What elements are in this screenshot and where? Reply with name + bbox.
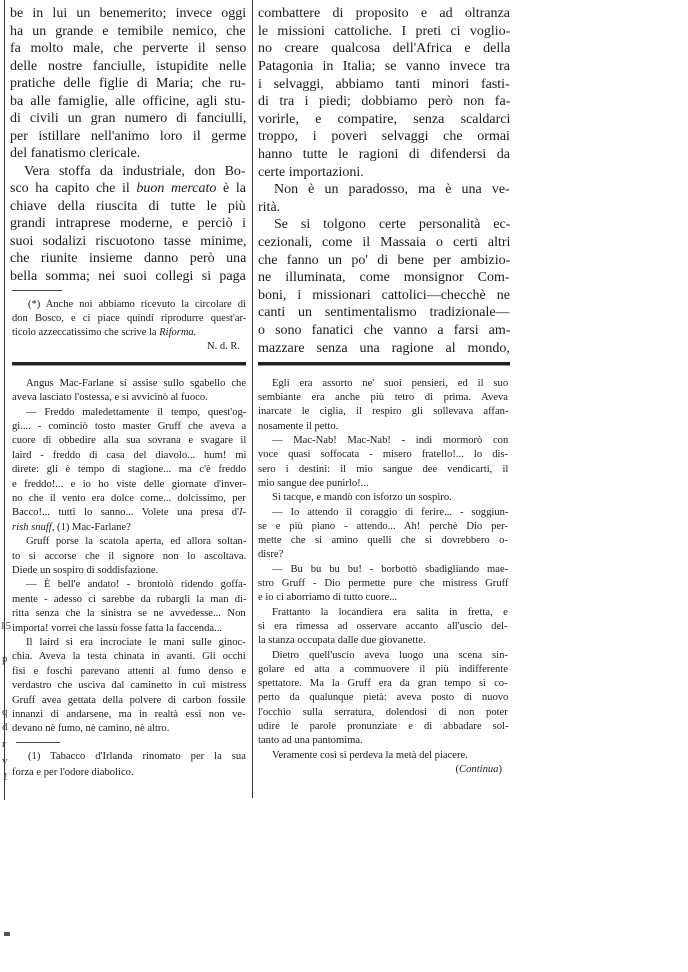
text-segment: è la: [216, 181, 246, 197]
text-line: no creare qualcosa dell'Africa e della: [258, 41, 511, 57]
italic-text: buon mercato: [136, 181, 217, 197]
margin-fragment: !: [4, 771, 8, 783]
text-segment: (1) Mac-Farlane?: [54, 521, 131, 533]
text-line: di civili un gran numero di fanciulli,: [10, 111, 247, 127]
text-line: certe importazioni.: [258, 164, 364, 180]
text-line: combattere di proposito e ad oltranza: [258, 6, 510, 22]
text-line: Diede un sospiro di soddisfazione.: [12, 565, 159, 576]
text-line: importa! vorrei che lassù fosse fatta la faccenda...: [12, 622, 223, 634]
italic-text: I-: [239, 507, 247, 519]
text-line: Non è un paradosso, ma è una ve-: [274, 182, 510, 198]
text-line: delle nostre fanciulle, istupidite nelle: [10, 58, 247, 74]
italic-text: Riforma.: [159, 327, 197, 338]
text-line: Gruff avea gettata della polvere di carbon fossile: [12, 694, 246, 706]
text-line: Veramente così si perdeva la metà del piacere.: [272, 749, 468, 761]
text-line: le missioni cattoliche. I preti ci voglio-: [258, 23, 511, 39]
text-line: Il laird si era incrociate le mani sulle ginoc-: [26, 637, 246, 648]
margin-fragment: r: [2, 738, 6, 750]
text-line: pratiche delle figlie di Maria; che ru-: [10, 76, 246, 92]
text-line: fisi e foschi parevano attenti al fumo denso e: [12, 665, 247, 677]
margin-fragment: p: [2, 653, 8, 665]
text-line: golare ed atta a commuovere il più indifferente: [258, 663, 508, 675]
text-line: canti un sentimentalismo tradizionale—: [258, 305, 510, 321]
text-line: si era rimessa ad osservare accanto all'uscio del-: [258, 620, 508, 632]
section-rule-right: [258, 362, 510, 366]
text-line: Frattanto la locandiera era salita in fretta, e: [272, 606, 508, 618]
margin-fragment: d: [2, 721, 8, 733]
margin-fragment: v: [2, 755, 8, 767]
text-line: cuore di obbedire alla sua sovrana e svagare il: [12, 435, 247, 447]
margin-fragment: q: [2, 706, 8, 718]
text-line: voce quasi soffocata - misero fratello!... lo dis-: [258, 449, 509, 461]
text-line: [10, 180, 246, 198]
text-line: direte: gli è tempo di stagione... ma c'è freddo: [12, 464, 247, 476]
text-line: tanto ad una pantomima.: [258, 735, 363, 747]
text-line: — Mac-Nab! Mac-Nab! - indi mormorò con: [272, 435, 509, 447]
text-line: e io ci aborriamo di tutto cuore...: [258, 592, 398, 604]
text-line: laird - freddo di casa del diavolo... hum! mi: [12, 449, 247, 461]
text-line: Se si tolgono certe personalità ec-: [274, 217, 511, 233]
text-line: [12, 521, 131, 535]
text-segment: (: [455, 763, 460, 775]
text-line: inarcate le ciglia, il respiro gli sollevava affan-: [258, 406, 509, 418]
text-line: [258, 763, 502, 777]
text-line: rità.: [258, 199, 281, 215]
text-line: [12, 326, 196, 340]
text-line: nosamente il petto.: [258, 420, 339, 432]
text-line: sero i destini: il mio sangue dee vendicarti, il: [258, 463, 509, 475]
text-line: disre?: [258, 549, 284, 561]
print-speck: [4, 932, 10, 936]
text-line: troppo, i poveri selvaggi che ormai: [258, 129, 510, 145]
text-line: Patagonia in Italia; se vanno invece tra: [258, 59, 510, 74]
text-line: ne illuminata, come monsignor Com-: [258, 270, 510, 286]
text-line: hanno tutte le ragioni di difendersi da: [258, 147, 510, 162]
footnote-separator: [12, 290, 62, 291]
text-line: Egli era assorto ne' suoi pensieri, ed il suo: [272, 377, 509, 389]
text-line: la stanza occupata dalle due giovanette.: [258, 635, 426, 647]
text-line: Angus Mac-Farlane si assise sullo sgabello che: [26, 377, 247, 389]
text-line: di tra i piedi; dobbiamo però non fa-: [258, 94, 511, 110]
text-line: e freddo!... e io ho viste delle giornate d'inver-: [12, 478, 247, 490]
text-line: che fanno un po' di bene per ambizio-: [258, 252, 511, 268]
text-segment: ticolo azzeccatissimo che scrive la: [12, 327, 160, 338]
text-line: fa molto male, che perverte il senso: [10, 41, 247, 57]
text-line: grandi intraprese moderne, e perciò i: [10, 216, 247, 232]
text-line: i selvaggi, abbiamo tanti minori fasti-: [258, 76, 510, 92]
text-line: che riunite insieme danno però una: [10, 251, 247, 267]
column-divider-rule: [252, 0, 253, 798]
text-line: (1) Tabacco d'Irlanda rinomato per la sua: [28, 751, 246, 762]
text-line: del fanatismo clericale.: [10, 146, 141, 162]
text-line: Vera stoffa da industriale, don Bo-: [24, 163, 246, 179]
text-line: ritta senza che la sinistra se ne avvedesse... Non: [12, 608, 246, 620]
text-line: N. d. R.: [207, 341, 240, 352]
margin-fragment: 15: [0, 620, 11, 632]
text-line: l'occhio sulla serratura, dolendosi di non poter: [258, 706, 508, 718]
text-line: forza e per l'odore diabolico.: [12, 767, 134, 778]
text-line: — Freddo maledettamente il tempo, quest'og-: [26, 406, 247, 418]
text-line: don Bosco, e ci piace quindi riprodurre quest'ar-: [12, 313, 247, 324]
text-line: verdastro che usciva dal caminetto in cui mistress: [12, 680, 247, 692]
text-line: perto da qualunque pietà: aveva posto di nuovo: [258, 692, 509, 704]
footnote-separator: [16, 742, 60, 743]
text-line: to si accorse che il signore non lo ascoltava.: [12, 550, 247, 562]
left-border-rule: [4, 0, 5, 800]
text-segment: ): [498, 763, 502, 775]
text-line: boni, i missionari cattolici—checchè ne: [258, 287, 510, 303]
text-line: innanzi di andarsene, ma in realtà essi non ve-: [12, 709, 246, 720]
text-line: o sono fanatici che vanno a farsi am-: [258, 323, 511, 338]
text-line: spettatore. Ma la Gruff era da gran tempo sì co-: [258, 678, 508, 690]
text-line: stro Gruff - Dio permette pure che mistress Gruff: [258, 578, 509, 590]
text-line: Gruff porse la scatola aperta, ed allora soltan-: [26, 536, 247, 548]
text-line: sembiante era anche più tetro di prima. Aveva: [258, 392, 508, 404]
text-line: be in lui un benemerito; invece oggi: [10, 6, 247, 22]
text-line: bella somma; nei suoi collegi si paga: [10, 268, 246, 284]
text-line: — Io attendo il coraggio di ferire... - soggiun-: [272, 506, 509, 518]
text-line: mette che si amino quelli che si dovrebbero o-: [258, 535, 508, 547]
text-line: se e più piano - attendo... Ah! perchè Dio per-: [258, 520, 508, 532]
text-line: ba alle famiglie, alle officine, agli stu-: [10, 93, 246, 109]
text-line: mio sangue dee punirlo!...: [258, 477, 369, 489]
text-line: aveva lasciato l'ostessa, e si avvicinò al fuoco.: [12, 392, 208, 404]
text-segment: sco ha capito che il: [10, 181, 137, 197]
italic-text: rish snuff,: [12, 521, 55, 533]
text-line: chia. Aveva la testa chinata in avanti. Gli occhi: [12, 651, 246, 663]
text-line: — È bell'e andato! - brontolò ridendo goffa-: [26, 579, 247, 591]
text-line: suoi sodalizi riscuotono tasse minime,: [10, 233, 247, 249]
text-line: udire le parole pronunziate e di abbadare sol-: [258, 721, 509, 733]
text-line: [12, 506, 246, 520]
text-line: — Bu bu bu bu! - borbottò sbadigliando mae-: [272, 563, 509, 575]
text-line: cezionali, come il Massaia o certi altri: [258, 235, 511, 250]
text-line: (*) Anche noi abbiamo ricevuto la circolare di: [28, 299, 246, 310]
text-line: ha un grande e temibile nemico, che: [10, 23, 246, 39]
text-line: devano nè fumo, nè camino, nè altro.: [12, 723, 170, 735]
text-line: mazzare senza una ragione al mondo,: [258, 340, 510, 356]
text-line: mente - adesso ci sarebbe da rubargli la man di-: [12, 593, 247, 605]
text-line: gi.... - cominciò tosto master Gruff che aveva a: [12, 421, 247, 432]
section-rule-left: [12, 362, 246, 366]
italic-text: Continua: [459, 763, 499, 775]
text-line: Si tacque, e mandò con isforzo un sospiro.: [272, 492, 452, 504]
text-line: no che il vento era dolce come... dolcissimo, per: [12, 493, 246, 504]
text-line: per istillare nell'animo loro il germe: [10, 128, 247, 144]
text-segment: Bacco!... tutti lo sanno... Volete una presa d': [12, 507, 239, 519]
text-line: vorirle, e compatire, senza scaldarci: [258, 111, 511, 127]
text-line: Dietro quell'uscio aveva luogo una scena sin-: [272, 649, 508, 661]
text-line: chiave della riuscita di tutte le più: [10, 198, 246, 214]
